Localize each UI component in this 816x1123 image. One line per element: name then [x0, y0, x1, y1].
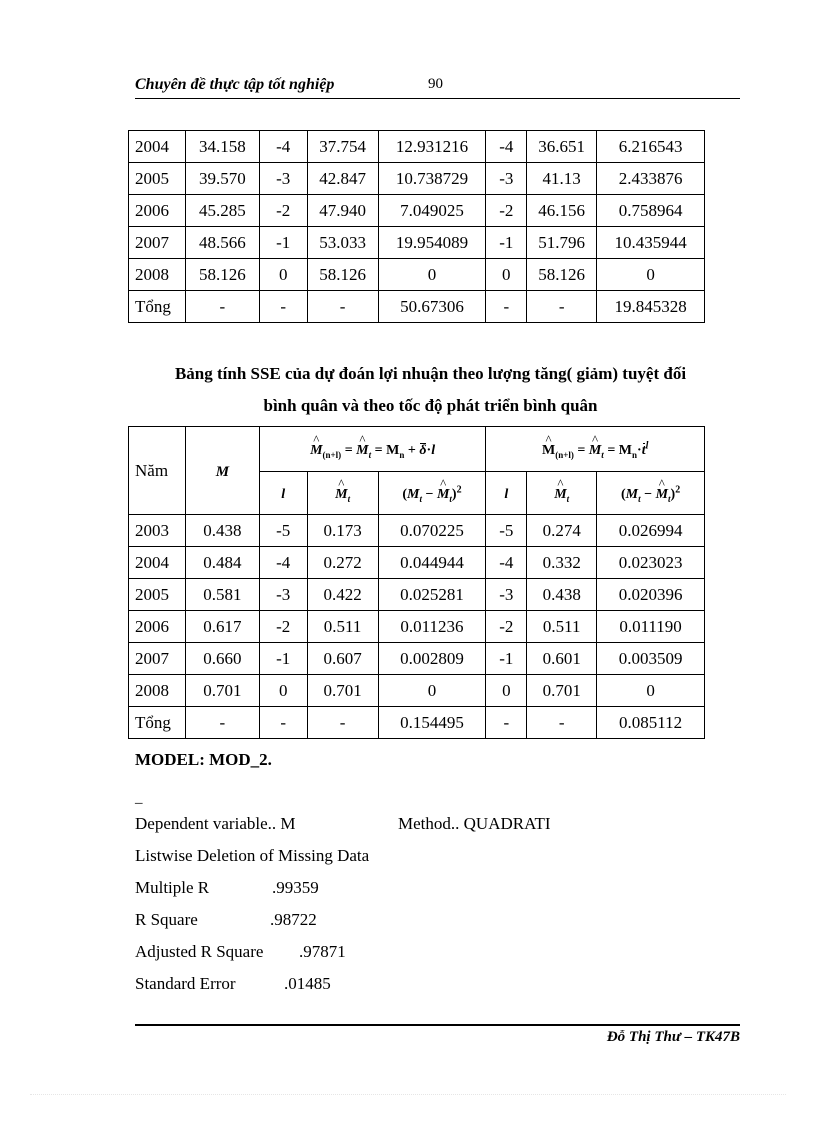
table-cell: 0.701: [307, 675, 378, 707]
table-cell: -: [527, 291, 597, 323]
header-sq-error-1: ($M_t$ − ^ $M_t)^2$: [378, 472, 486, 515]
table-cell: 0: [597, 675, 705, 707]
table-cell: 0: [486, 675, 527, 707]
table-cell: 48.566: [185, 227, 259, 259]
table-row: [129, 259, 705, 291]
table-row: [129, 515, 705, 547]
separator-mark: _: [135, 790, 143, 806]
table-row: [129, 611, 705, 643]
table-cell: -: [259, 291, 307, 323]
table-cell: 2004: [129, 131, 186, 163]
table-row: [129, 131, 705, 163]
table-cell: 0.332: [527, 547, 597, 579]
footer-rule: [135, 1024, 740, 1026]
table-cell: 37.754: [307, 131, 378, 163]
table-cell: 46.156: [527, 195, 597, 227]
table-cell: -4: [259, 547, 307, 579]
table-cell: 34.158: [185, 131, 259, 163]
table-cell: -4: [486, 547, 527, 579]
table-cell: 0: [378, 259, 486, 291]
table-caption-line-2: bình quân và theo tốc độ phát triển bình quân: [263, 396, 598, 415]
table-cell: 19.954089: [378, 227, 486, 259]
table-cell: 0.272: [307, 547, 378, 579]
table-cell: -: [527, 707, 597, 739]
table-cell: 0: [259, 675, 307, 707]
dependent-variable: Dependent variable.. M: [135, 814, 296, 833]
table-cell: -1: [486, 643, 527, 675]
page-number: 90: [428, 76, 443, 92]
table-cell: -1: [259, 227, 307, 259]
stat-value: .01485: [284, 974, 331, 993]
listwise-deletion: Listwise Deletion of Missing Data: [135, 846, 370, 865]
table-cell: 0.085112: [597, 707, 705, 739]
table-cell: -2: [486, 611, 527, 643]
table-cell: Tổng: [129, 291, 186, 323]
header-l-2: l: [486, 472, 527, 515]
header-m: M: [185, 427, 259, 515]
table-cell: 0.438: [185, 515, 259, 547]
table-cell: -: [185, 707, 259, 739]
table-cell: 0.011190: [597, 611, 705, 643]
model-title: MODEL: MOD_2.: [135, 750, 272, 769]
table-cell: 0: [597, 259, 705, 291]
table-cell: 0.070225: [378, 515, 486, 547]
table-cell: 0: [486, 259, 527, 291]
table-cell: -5: [486, 515, 527, 547]
table-cell: 53.033: [307, 227, 378, 259]
table-cell: 0.023023: [597, 547, 705, 579]
table-cell: 0.617: [185, 611, 259, 643]
table-cell: 58.126: [185, 259, 259, 291]
table-cell: -5: [259, 515, 307, 547]
table-row: [129, 195, 705, 227]
method: Method.. QUADRATI: [398, 814, 551, 833]
table-cell: 58.126: [307, 259, 378, 291]
table-row: [129, 675, 705, 707]
table-cell: Tổng: [129, 707, 186, 739]
table-cell: 51.796: [527, 227, 597, 259]
table-cell: 0.758964: [597, 195, 705, 227]
stat-label: Standard Error: [135, 974, 236, 993]
table-row: [129, 579, 705, 611]
formula-absolute-increase: ^ $M_{(n+l)}$ = ^ $M_t = M_n + \delta\cdot l$: [259, 427, 486, 472]
table-cell: 2007: [129, 227, 186, 259]
table-cell: 0.511: [307, 611, 378, 643]
table-cell: -: [486, 291, 527, 323]
table-cell: 2005: [129, 579, 186, 611]
table-cell: -3: [259, 163, 307, 195]
table-cell: 0.173: [307, 515, 378, 547]
table-cell: 0.607: [307, 643, 378, 675]
table-cell: 0: [259, 259, 307, 291]
table-cell: 2008: [129, 259, 186, 291]
footer-author: Đỗ Thị Thư – TK47B: [606, 1029, 740, 1045]
table-cell: 58.126: [527, 259, 597, 291]
table-cell: -4: [259, 131, 307, 163]
stat-value: .97871: [299, 942, 346, 961]
formula-growth-rate: ^ $M_{(n+l)}$ = ^ $M_t = M_n\cdot t^l$: [486, 427, 705, 472]
table-cell: -4: [486, 131, 527, 163]
table-cell: 41.13: [527, 163, 597, 195]
table-cell: 0.026994: [597, 515, 705, 547]
header-sq-error-2: ($M_t$ − ^ $M_t)^2$: [597, 472, 705, 515]
table-cell: 0.044944: [378, 547, 486, 579]
header-year: Năm: [129, 427, 186, 515]
table-cell: 0.154495: [378, 707, 486, 739]
table-cell: -: [185, 291, 259, 323]
table-cell: -: [307, 707, 378, 739]
stat-label: R Square: [135, 910, 198, 929]
document-title: Chuyên đề thực tập tốt nghiệp: [135, 76, 335, 93]
table-cell: 45.285: [185, 195, 259, 227]
table-row: [129, 291, 705, 323]
table-cell: 0.274: [527, 515, 597, 547]
table-row: [129, 163, 705, 195]
table-cell: -2: [259, 611, 307, 643]
stat-label: Adjusted R Square: [135, 942, 264, 961]
table-cell: 0.484: [185, 547, 259, 579]
table-cell: -3: [486, 579, 527, 611]
table-cell: 0.422: [307, 579, 378, 611]
page-header: [135, 76, 740, 99]
table-cell: 0: [378, 675, 486, 707]
table-cell: 6.216543: [597, 131, 705, 163]
table-cell: 47.940: [307, 195, 378, 227]
table-cell: 0.701: [185, 675, 259, 707]
header-mhat-2: ^ $M_t$: [527, 472, 597, 515]
sse-table: [128, 426, 705, 739]
table2-body: [129, 515, 705, 739]
table-cell: -3: [486, 163, 527, 195]
table-cell: 2007: [129, 643, 186, 675]
table-cell: 0.581: [185, 579, 259, 611]
table-cell: 0.660: [185, 643, 259, 675]
table-cell: 19.845328: [597, 291, 705, 323]
table-cell: 7.049025: [378, 195, 486, 227]
table-cell: -1: [486, 227, 527, 259]
table-cell: -1: [259, 643, 307, 675]
table-cell: 2005: [129, 163, 186, 195]
stat-label: Multiple R: [135, 878, 210, 897]
page-edge-dots: [30, 1094, 786, 1095]
table-cell: 0.511: [527, 611, 597, 643]
table-caption-line-1: Bảng tính SSE của dự đoán lợi nhuận theo lượng tăng( giảm) tuyệt đối: [174, 364, 687, 383]
table-cell: 2006: [129, 195, 186, 227]
stat-value: .98722: [270, 910, 317, 929]
table-cell: 0.025281: [378, 579, 486, 611]
table-cell: 50.67306: [378, 291, 486, 323]
table-cell: 2003: [129, 515, 186, 547]
table-cell: 2004: [129, 547, 186, 579]
table-cell: 36.651: [527, 131, 597, 163]
table-cell: 0.011236: [378, 611, 486, 643]
table-cell: 0.003509: [597, 643, 705, 675]
table-cell: 10.738729: [378, 163, 486, 195]
table-cell: -: [259, 707, 307, 739]
table-row: [129, 643, 705, 675]
forecast-table-continued: [128, 130, 705, 323]
header-l-1: l: [259, 472, 307, 515]
table-cell: 2008: [129, 675, 186, 707]
stat-value: .99359: [272, 878, 319, 897]
table-cell: 0.020396: [597, 579, 705, 611]
table-row: [129, 547, 705, 579]
table-cell: -: [486, 707, 527, 739]
table-cell: 0.002809: [378, 643, 486, 675]
table1-body: [129, 131, 705, 323]
table-cell: -2: [486, 195, 527, 227]
header-mhat-1: ^ $M_t$: [307, 472, 378, 515]
table-cell: 0.438: [527, 579, 597, 611]
table-cell: 0.601: [527, 643, 597, 675]
table-cell: 42.847: [307, 163, 378, 195]
table-cell: -3: [259, 579, 307, 611]
table-cell: 2.433876: [597, 163, 705, 195]
table-cell: -2: [259, 195, 307, 227]
table-row: [129, 707, 705, 739]
table-cell: 12.931216: [378, 131, 486, 163]
table-cell: 2006: [129, 611, 186, 643]
table-cell: 0.701: [527, 675, 597, 707]
table-cell: -: [307, 291, 378, 323]
table-row: [129, 227, 705, 259]
table-cell: 39.570: [185, 163, 259, 195]
table-cell: 10.435944: [597, 227, 705, 259]
